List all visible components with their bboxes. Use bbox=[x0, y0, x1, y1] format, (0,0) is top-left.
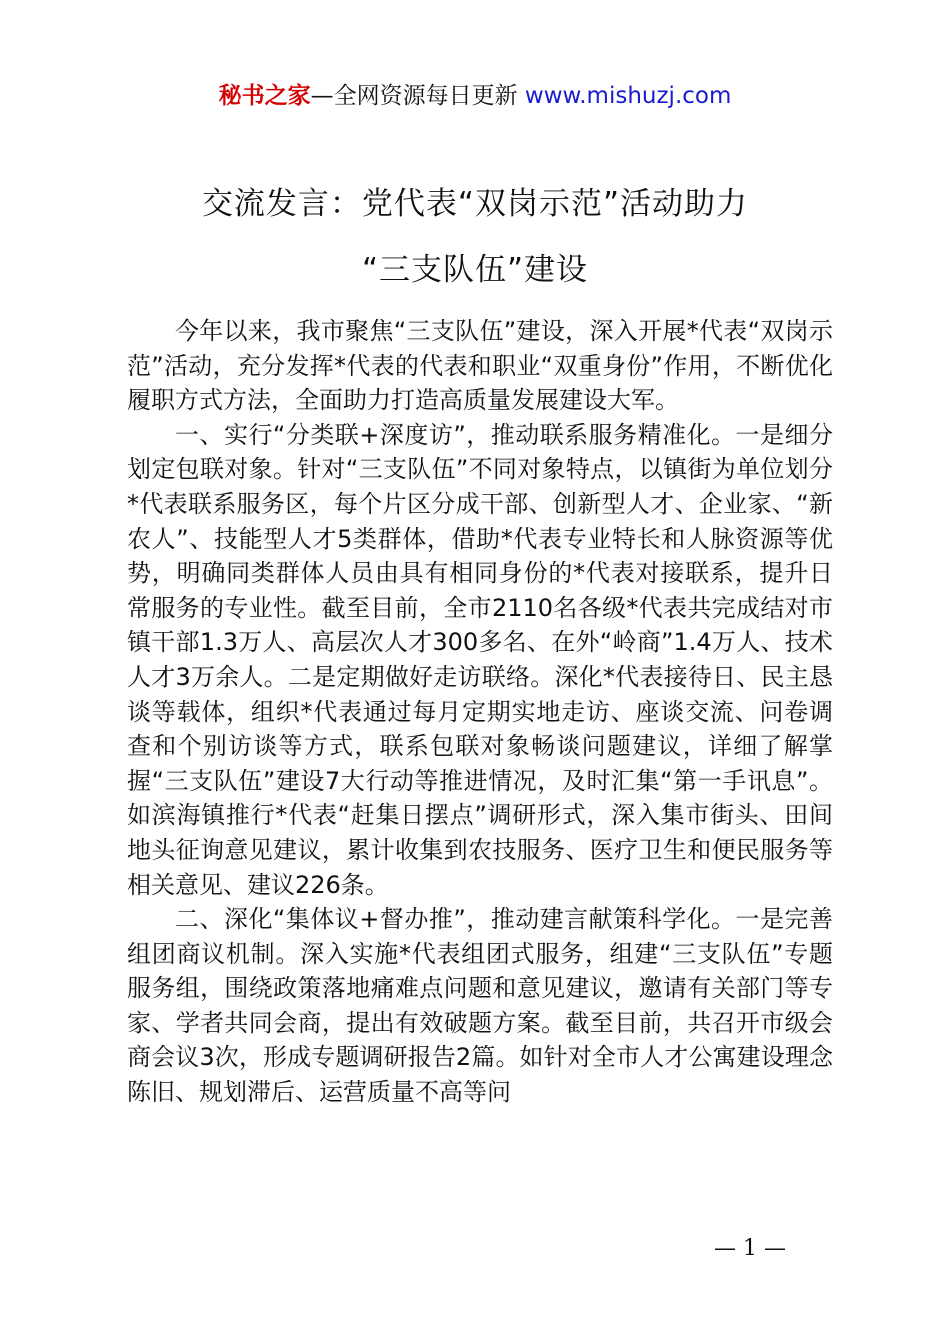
site-brand: 秘书之家 bbox=[218, 83, 311, 109]
document-title-line-2: “三支队伍”建设 bbox=[361, 252, 589, 288]
document-title bbox=[0, 188, 950, 286]
site-header bbox=[0, 80, 950, 112]
paragraph-section-1: 一、实行“分类联+深度访”，推动联系服务精准化。一是细分划定包联对象。针对“三支队伍”不同对象特点，以镇街为单位划分*代表联系服务区，每个片区分成干部、创新型人才、企业家、“新农人”、技能型人才5类群体，借助*代表专业特长和人脉资源等优势，明确同类群体人员由具有相同身份的*代表对接联系，提升日常服务的专业性。截至目前，全市2110名各级*代表共完成结对市镇干部1.3万人、高层次人才300多名、在外“岭商”1.4万人、技术人才3万余人。二是定期做好走访联络。深化*代表接待日、民主恳谈等载体，组织*代表通过每月定期实地走访、座谈交流、问卷调查和个别访谈等方式，联系包联对象畅谈问题建议，详细了解掌握“三支队伍”建设7大行动等推进情况，及时汇集“第一手讯息”。如滨海镇推行*代表“赶集日摆点”调研形式，深入集市街头、田间地头征询意见建议，累计收集到农技服务、医疗卫生和便民服务等相关意见、建议226条。 bbox=[127, 420, 833, 899]
paragraph-intro: 今年以来，我市聚焦“三支队伍”建设，深入开展*代表“双岗示范”活动，充分发挥*代表的代表和职业“双重身份”作用，不断优化履职方式方法，全面助力打造高质量发展建设大军。 bbox=[127, 317, 833, 415]
document-body bbox=[127, 314, 833, 1110]
site-tagline: —全网资源每日更新 bbox=[310, 83, 525, 109]
document-title-line-1: 交流发言：党代表“双岗示范”活动助力 bbox=[201, 186, 749, 222]
paragraph-section-2: 二、深化“集体议+督办推”，推动建言献策科学化。一是完善组团商议机制。深入实施*代表组团式服务，组建“三支队伍”专题服务组，围绕政策落地痛难点问题和意见建议，邀请有关部门等专家、学者共同会商，提出有效破题方案。截至目前，共召开市级会商会议3次，形成专题调研报告2篇。如针对全市人才公寓建设理念陈旧、规划滞后、运营质量不高等问 bbox=[127, 905, 833, 1107]
site-url-link[interactable]: www.mishuzj.com bbox=[524, 83, 732, 109]
page-number: — 1 — bbox=[714, 1236, 786, 1261]
